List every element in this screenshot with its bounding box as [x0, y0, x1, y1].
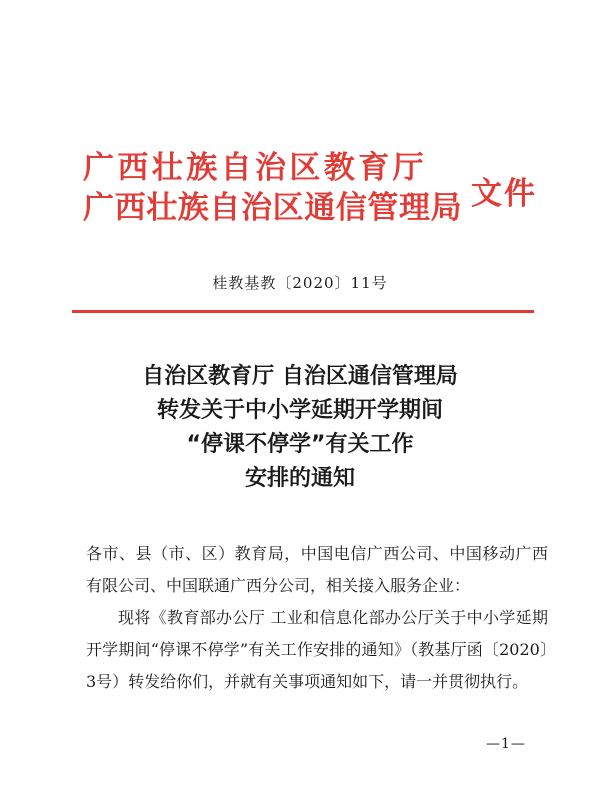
- title-line-2: 转发关于中小学延期开学期间: [156, 398, 443, 423]
- document-body: [86, 538, 548, 698]
- document-title: [0, 360, 600, 496]
- title-line-4: 安排的通知: [244, 466, 355, 491]
- title-line-1: 自治区教育厅 自治区通信管理局: [142, 364, 458, 389]
- document-number: 桂教基教〔2020〕11号: [212, 274, 388, 292]
- red-divider-line: [72, 310, 534, 313]
- body-paragraph: 现将《教育部办公厅 工业和信息化部办公厅关于中小学延期开学期间“停课不停学”有关工作安排的通知》（教基厅函〔2020〕3号）转发给你们，并就有关事项通知如下，请一并贯彻执行。: [86, 608, 548, 691]
- issuing-org-2: 广西壮族自治区通信管理局: [83, 190, 463, 226]
- issuing-org-1: 广西壮族自治区教育厅: [83, 150, 427, 186]
- title-line-3: “停课不停学”有关工作: [186, 432, 414, 457]
- document-header: [83, 150, 553, 230]
- addressees: 各市、县（市、区）教育局，中国电信广西公司、中国移动广西有限公司、中国联通广西分公司，相关接入服务企业：: [86, 544, 548, 595]
- document-suffix: 文件: [471, 176, 537, 212]
- page-number: —1—: [486, 736, 526, 752]
